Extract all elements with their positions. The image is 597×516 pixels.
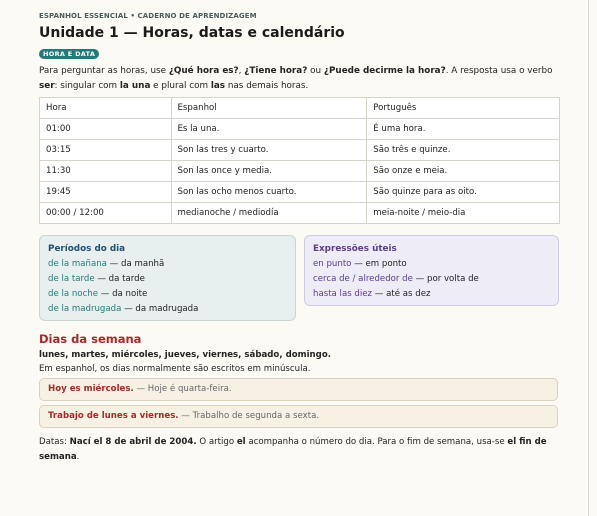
- table-row: [40, 182, 560, 203]
- list-item: hasta las diez — até as dez: [313, 289, 431, 299]
- expressions-title: Expressões úteis: [313, 244, 397, 254]
- topic-badge: HORA E DATA: [39, 49, 99, 59]
- table-header-row: [40, 98, 560, 119]
- info-boxes: [39, 235, 588, 327]
- table-cell: 01:00: [40, 119, 172, 140]
- table-cell: São quinze para as oito.: [367, 182, 560, 203]
- dates-paragraph: Datas: Nací el 8 de abril de 2004. O artigo el acompanha o número do dia. Para o fim de semana, usa-se el fin de semana.: [39, 437, 547, 462]
- list-item: de la tarde — da tarde: [48, 274, 145, 284]
- column-header: Português: [367, 98, 560, 119]
- list-item: en punto — em ponto: [313, 259, 407, 269]
- table-cell: Son las once y media.: [171, 161, 367, 182]
- list-item: de la mañana — da manhã: [48, 259, 165, 269]
- column-header: Espanhol: [171, 98, 367, 119]
- table-cell: medianoche / mediodía: [171, 203, 367, 224]
- list-item: de la madrugada — da madrugada: [48, 304, 199, 314]
- table-row: [40, 140, 560, 161]
- example-box: Hoy es miércoles. — Hoje é quarta-feira.: [39, 378, 558, 401]
- table-cell: 00:00 / 12:00: [40, 203, 172, 224]
- intro-paragraph: Para perguntar as horas, use ¿Qué hora es?, ¿Tiene hora? ou ¿Puede decirme la hora?. A resposta usa o verbo ser: singular com la una e plural com las nas demais horas.: [39, 66, 553, 91]
- table-cell: 19:45: [40, 182, 172, 203]
- table-row: [40, 119, 560, 140]
- table-cell: meia-noite / meio-dia: [367, 203, 560, 224]
- weekdays-heading: Dias da semana: [39, 332, 142, 346]
- expressions-box: [304, 235, 559, 306]
- column-header: Hora: [40, 98, 172, 119]
- list-item: cerca de / alrededor de — por volta de: [313, 274, 479, 284]
- page-title: Unidade 1 — Horas, datas e calendário: [39, 25, 345, 41]
- table-cell: Son las ocho menos cuarto.: [171, 182, 367, 203]
- list-item: de la noche — da noite: [48, 289, 148, 299]
- table-cell: Son las tres y cuarto.: [171, 140, 367, 161]
- table-row: [40, 203, 560, 224]
- periods-box: [39, 235, 296, 321]
- table-cell: É uma hora.: [367, 119, 560, 140]
- eyebrow: ESPANHOL ESSENCIAL • CADERNO DE APRENDIZAGEM: [39, 12, 257, 20]
- example-box: Trabajo de lunes a viernes. — Trabalho de segunda a sexta.: [39, 405, 558, 428]
- table-cell: Es la una.: [171, 119, 367, 140]
- weekdays-list: lunes, martes, miércoles, jueves, viernes, sábado, domingo.: [39, 350, 331, 360]
- table-cell: São três e quinze.: [367, 140, 560, 161]
- table-cell: 11:30: [40, 161, 172, 182]
- table-cell: São onze e meia.: [367, 161, 560, 182]
- time-table: [39, 97, 560, 224]
- table-cell: 03:15: [40, 140, 172, 161]
- table-row: [40, 161, 560, 182]
- periods-title: Períodos do dia: [48, 244, 126, 254]
- weekdays-note: Em espanhol, os dias normalmente são escritos em minúscula.: [39, 364, 311, 374]
